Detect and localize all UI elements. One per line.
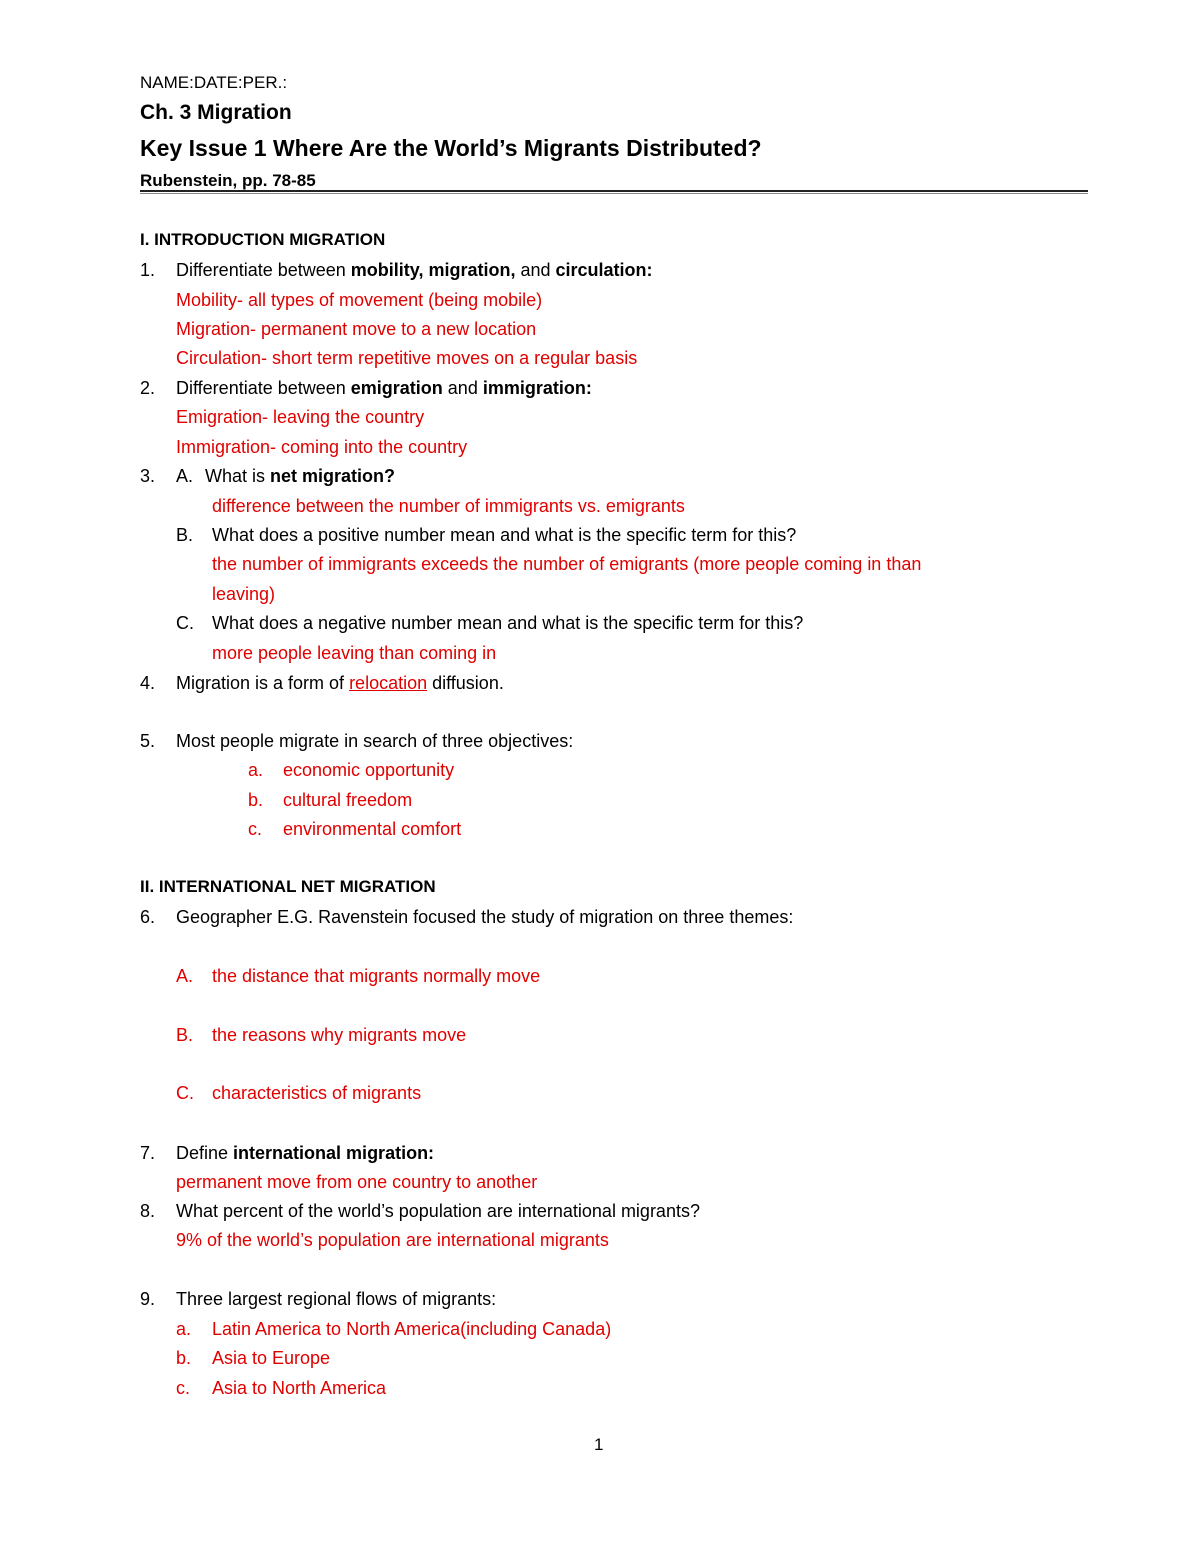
question-text-part: Differentiate between — [176, 378, 351, 398]
answer-line: Mobility- all types of movement (being mobile) — [176, 290, 543, 310]
question-number: 8. — [140, 1201, 156, 1221]
question-text-part: and — [442, 378, 483, 398]
sub-label: A. — [176, 466, 194, 486]
list-text: environmental comfort — [283, 819, 462, 839]
question-text: Geographer E.G. Ravenstein focused the study of migration on three themes: — [176, 907, 794, 927]
question-term: net migration? — [270, 466, 396, 486]
sub-label: B. — [176, 525, 194, 545]
list-label: C. — [176, 1083, 194, 1103]
section-heading: II. INTERNATIONAL NET MIGRATION — [140, 877, 436, 896]
list-label: b. — [176, 1348, 192, 1368]
answer-line: more people leaving than coming in — [212, 643, 497, 663]
question-text — [176, 1142, 434, 1164]
list-label: c. — [176, 1378, 191, 1398]
list-label: b. — [248, 790, 264, 810]
name-date-period-line: NAME:DATE:PER.: — [140, 73, 288, 92]
list-text: economic opportunity — [283, 760, 455, 780]
list-label: a. — [176, 1319, 192, 1339]
answer-line: Emigration- leaving the country — [176, 407, 425, 427]
question-text: Most people migrate in search of three objectives: — [176, 731, 574, 751]
answer-line: 9% of the world’s population are international migrants — [176, 1230, 609, 1250]
header-rule-thin — [140, 193, 1088, 194]
question-text — [176, 259, 653, 281]
answer-line: Immigration- coming into the country — [176, 437, 468, 457]
question-term: circulation: — [555, 260, 653, 280]
question-number: 9. — [140, 1289, 156, 1309]
question-number: 4. — [140, 673, 156, 693]
list-text: the distance that migrants normally move — [212, 966, 541, 986]
question-text-part: Migration is a form of — [176, 673, 350, 693]
list-text: Asia to North America — [212, 1378, 387, 1398]
answer-line: permanent move from one country to another — [176, 1172, 538, 1192]
sub-label: C. — [176, 613, 194, 633]
source-reference: Rubenstein, pp. 78-85 — [140, 171, 316, 190]
answer-line: the number of immigrants exceeds the number of emigrants (more people coming in than — [212, 554, 922, 574]
page-number: 1 — [594, 1435, 604, 1454]
question-text-part: Differentiate between — [176, 260, 351, 280]
list-label: a. — [248, 760, 264, 780]
fill-in-answer: relocation — [349, 673, 428, 693]
question-text: Three largest regional flows of migrants: — [176, 1289, 497, 1309]
question-term: international migration: — [233, 1143, 435, 1163]
question-number: 7. — [140, 1143, 156, 1163]
question-text — [176, 377, 592, 399]
list-text: cultural freedom — [283, 790, 413, 810]
question-text-part: and — [515, 260, 556, 280]
question-text — [176, 672, 504, 694]
question-text-part: Define — [176, 1143, 234, 1163]
question-text: What percent of the world’s population are international migrants? — [176, 1201, 700, 1221]
question-number: 2. — [140, 378, 156, 398]
key-issue-title: Key Issue 1 Where Are the World’s Migrants Distributed? — [140, 135, 762, 161]
question-term: mobility, migration, — [350, 260, 516, 280]
question-number: 5. — [140, 731, 156, 751]
list-text: characteristics of migrants — [212, 1083, 422, 1103]
header-rule — [140, 190, 1088, 192]
answer-line: Circulation- short term repetitive moves on a regular basis — [176, 348, 638, 368]
question-number: 6. — [140, 907, 156, 927]
question-number: 1. — [140, 260, 156, 280]
chapter-title: Ch. 3 Migration — [140, 101, 292, 124]
question-text — [205, 465, 395, 487]
list-label: c. — [248, 819, 263, 839]
question-text-part: diffusion. — [427, 673, 504, 693]
question-term: immigration: — [482, 378, 592, 398]
answer-line: Migration- permanent move to a new location — [176, 319, 537, 339]
list-label: B. — [176, 1025, 194, 1045]
question-text: What does a positive number mean and what is the specific term for this? — [212, 525, 797, 545]
question-text-part: What is — [205, 466, 271, 486]
list-text: the reasons why migrants move — [212, 1025, 467, 1045]
section-heading: I. INTRODUCTION MIGRATION — [140, 230, 386, 249]
answer-line: leaving) — [212, 584, 276, 604]
question-number: 3. — [140, 466, 156, 486]
answer-line: difference between the number of immigrants vs. emigrants — [212, 496, 685, 516]
list-label: A. — [176, 966, 194, 986]
list-text: Latin America to North America(including Canada) — [212, 1319, 612, 1339]
list-text: Asia to Europe — [212, 1348, 331, 1368]
question-term: emigration — [350, 378, 443, 398]
question-text: What does a negative number mean and what is the specific term for this? — [212, 613, 804, 633]
